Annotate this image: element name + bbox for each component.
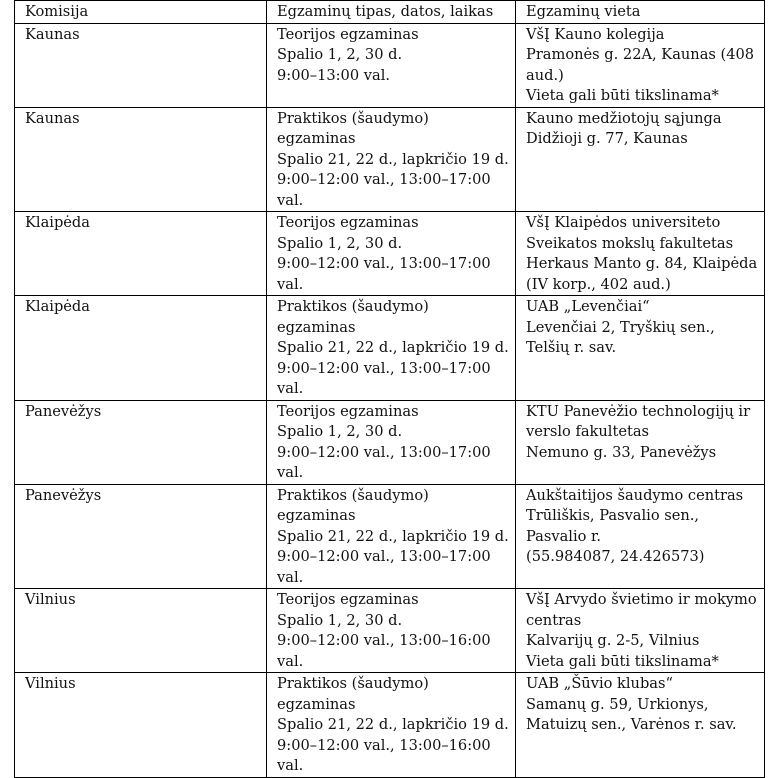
venue-cell bbox=[516, 484, 765, 589]
table-header-row bbox=[15, 1, 765, 24]
venue-line: Telšių r. sav. bbox=[526, 339, 617, 356]
exam-dates: Spalio 1, 2, 30 d. bbox=[277, 234, 403, 252]
header-commission: Komisija bbox=[15, 1, 267, 24]
exam-type: Praktikos (šaudymo) egzaminas bbox=[277, 675, 429, 713]
exam-times: 9:00–12:00 val., 13:00–16:00 val. bbox=[277, 632, 491, 670]
table-row bbox=[15, 107, 765, 212]
table-row bbox=[15, 400, 765, 484]
commission-cell: Kaunas bbox=[15, 23, 267, 107]
venue-line: Pramonės g. 22A, Kaunas (408 aud.) bbox=[526, 46, 755, 84]
venue-cell bbox=[516, 296, 765, 401]
exam-cell bbox=[267, 107, 516, 212]
exam-dates: Spalio 1, 2, 30 d. bbox=[277, 46, 403, 63]
venue-line: VšĮ Klaipėdos universiteto bbox=[526, 214, 721, 231]
venue-line: Trūliškis, Pasvalio sen., bbox=[526, 507, 700, 524]
exam-dates: Spalio 21, 22 d., lapkričio 19 d. bbox=[277, 527, 509, 545]
exam-cell bbox=[267, 296, 516, 401]
exam-times: 9:00–12:00 val., 13:00–17:00 val. bbox=[277, 548, 491, 586]
venue-line: Pasvalio r. bbox=[526, 527, 602, 545]
exam-type: Teorijos egzaminas bbox=[277, 25, 419, 43]
venue-cell bbox=[516, 212, 765, 296]
exam-type: Praktikos (šaudymo) egzaminas bbox=[277, 486, 429, 524]
exam-dates: Spalio 1, 2, 30 d. bbox=[277, 611, 403, 629]
venue-line: Matuizų sen., Varėnos r. sav. bbox=[526, 716, 737, 733]
venue-cell bbox=[516, 23, 765, 107]
venue-line: KTU Panevėžio technologijų ir verslo fakultetas bbox=[526, 402, 751, 440]
exam-dates: Spalio 21, 22 d., lapkričio 19 d. bbox=[277, 150, 509, 168]
commission-cell: Panevėžys bbox=[15, 400, 267, 484]
venue-cell bbox=[516, 589, 765, 673]
venue-cell bbox=[516, 673, 765, 778]
exam-type: Teorijos egzaminas bbox=[277, 591, 419, 608]
venue-line: Herkaus Manto g. 84, Klaipėda (IV korp., 402 aud.) bbox=[526, 255, 758, 293]
exam-times: 9:00–12:00 val., 13:00–17:00 val. bbox=[277, 359, 491, 397]
exam-dates: Spalio 1, 2, 30 d. bbox=[277, 423, 403, 440]
exam-dates: Spalio 21, 22 d., lapkričio 19 d. bbox=[277, 716, 509, 733]
exam-times: 9:00–12:00 val., 13:00–16:00 val. bbox=[277, 736, 491, 774]
exam-cell bbox=[267, 23, 516, 107]
venue-line: UAB „Levenčiai“ bbox=[526, 298, 650, 315]
venue-cell bbox=[516, 107, 765, 212]
table-row bbox=[15, 212, 765, 296]
venue-line: VšĮ Arvydo švietimo ir mokymo centras bbox=[526, 591, 757, 629]
exam-type: Praktikos (šaudymo) egzaminas bbox=[277, 298, 429, 336]
venue-line: Aukštaitijos šaudymo centras bbox=[526, 486, 744, 504]
header-venue: Egzaminų vieta bbox=[516, 1, 765, 24]
exam-times: 9:00–13:00 val. bbox=[277, 66, 391, 84]
table-row bbox=[15, 23, 765, 107]
venue-line: Kauno medžiotojų sąjunga bbox=[526, 109, 722, 127]
venue-coordinates: (55.984087, 24.426573) bbox=[526, 548, 705, 565]
venue-line: Kalvarijų g. 2-5, Vilnius bbox=[526, 632, 700, 649]
venue-line: Didžioji g. 77, Kaunas bbox=[526, 130, 688, 147]
commission-cell: Klaipėda bbox=[15, 212, 267, 296]
table-row bbox=[15, 296, 765, 401]
exam-times: 9:00–12:00 val., 13:00–17:00 val. bbox=[277, 171, 491, 209]
header-exam-type: Egzaminų tipas, datos, laikas bbox=[267, 1, 516, 24]
commission-cell: Klaipėda bbox=[15, 296, 267, 401]
exam-type: Praktikos (šaudymo) egzaminas bbox=[277, 109, 429, 147]
commission-cell: Vilnius bbox=[15, 589, 267, 673]
exam-times: 9:00–12:00 val., 13:00–17:00 val. bbox=[277, 255, 491, 293]
exam-cell bbox=[267, 673, 516, 778]
venue-line: VšĮ Kauno kolegija bbox=[526, 25, 665, 43]
venue-note: Vieta gali būti tikslinama* bbox=[526, 652, 719, 670]
venue-line: Samanų g. 59, Urkionys, bbox=[526, 695, 709, 713]
venue-line: Levenčiai 2, Tryškių sen., bbox=[526, 318, 715, 336]
venue-cell bbox=[516, 400, 765, 484]
exam-cell bbox=[267, 484, 516, 589]
exam-cell bbox=[267, 400, 516, 484]
commission-cell: Kaunas bbox=[15, 107, 267, 212]
table-row bbox=[15, 673, 765, 778]
venue-line: UAB „Šūvio klubas“ bbox=[526, 675, 673, 692]
table-row bbox=[15, 484, 765, 589]
exam-schedule-table bbox=[14, 0, 765, 778]
commission-cell: Panevėžys bbox=[15, 484, 267, 589]
table-row bbox=[15, 589, 765, 673]
commission-cell: Vilnius bbox=[15, 673, 267, 778]
exam-type: Teorijos egzaminas bbox=[277, 214, 419, 231]
venue-line: Sveikatos mokslų fakultetas bbox=[526, 234, 734, 252]
exam-cell bbox=[267, 589, 516, 673]
exam-times: 9:00–12:00 val., 13:00–17:00 val. bbox=[277, 443, 491, 481]
exam-type: Teorijos egzaminas bbox=[277, 402, 419, 420]
venue-note: Vieta gali būti tikslinama* bbox=[526, 87, 719, 104]
venue-line: Nemuno g. 33, Panevėžys bbox=[526, 443, 717, 461]
exam-dates: Spalio 21, 22 d., lapkričio 19 d. bbox=[277, 339, 509, 356]
exam-cell bbox=[267, 212, 516, 296]
